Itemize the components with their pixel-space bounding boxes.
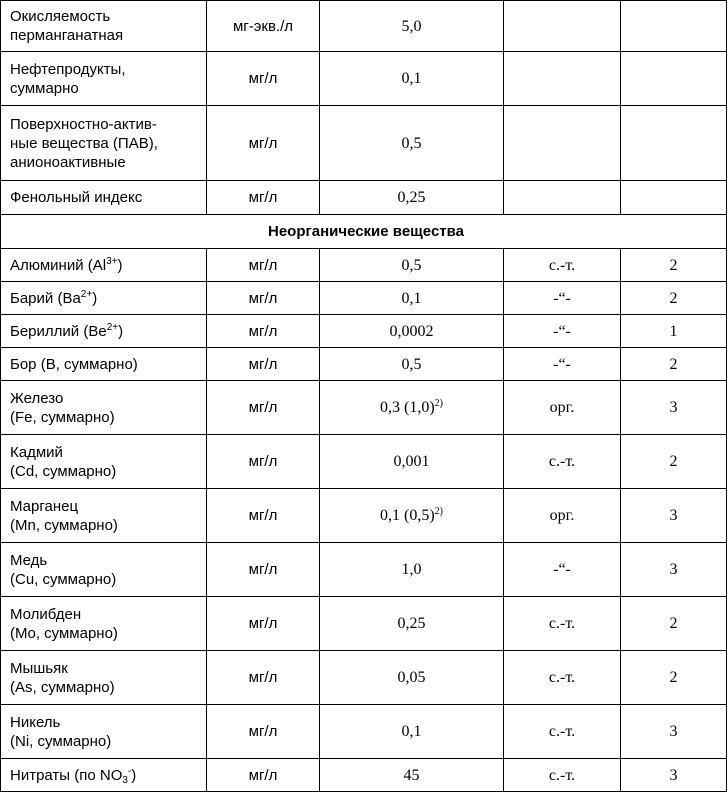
sign-cell: с.-т. xyxy=(504,435,621,489)
unit-cell: мг/л xyxy=(207,181,320,215)
substance-name: Мышьяк (As, суммарно) xyxy=(1,651,207,705)
substance-name: Барий $(Ba^{2+})$ xyxy=(1,282,207,315)
unit-cell: мг/л xyxy=(207,759,320,792)
substance-name: Алюминий $(Al^{3+})$ xyxy=(1,249,207,282)
unit-cell: мг/л xyxy=(207,315,320,348)
section-title: Неорганические вещества xyxy=(1,215,727,249)
table-row xyxy=(1,315,727,348)
sign-cell xyxy=(504,106,621,181)
sign-cell: орг. xyxy=(504,381,621,435)
sign-cell: -“- xyxy=(504,348,621,381)
table-row xyxy=(1,435,727,489)
substance-name: Железо (Fe, суммарно) xyxy=(1,381,207,435)
value-cell: 0,1 xyxy=(320,705,504,759)
unit-cell: мг/л xyxy=(207,381,320,435)
substance-name: Бериллий $(Be^{2+})$ xyxy=(1,315,207,348)
unit-cell: мг/л xyxy=(207,52,320,106)
value-cell: 0,001 xyxy=(320,435,504,489)
value-cell: 0,5 xyxy=(320,249,504,282)
unit-cell: мг/л xyxy=(207,543,320,597)
table-row xyxy=(1,489,727,543)
table-row xyxy=(1,249,727,282)
substance-name: Нитраты (по $NO_3^-$) xyxy=(1,759,207,792)
unit-cell: мг/л xyxy=(207,348,320,381)
sign-cell xyxy=(504,181,621,215)
value-cell: 0,25 xyxy=(320,181,504,215)
value-cell: 5,0 xyxy=(320,1,504,52)
class-cell: 2 xyxy=(621,651,727,705)
substance-name: Бор (B, суммарно) xyxy=(1,348,207,381)
class-cell: 2 xyxy=(621,348,727,381)
class-cell: 3 xyxy=(621,759,727,792)
value-cell: 1,0 xyxy=(320,543,504,597)
class-cell xyxy=(621,1,727,52)
value-cell: 0,05 xyxy=(320,651,504,705)
sign-cell: -“- xyxy=(504,282,621,315)
substance-name: Поверхностно-актив- ные вещества (ПАВ), анионоактивные xyxy=(1,106,207,181)
unit-cell: мг/л xyxy=(207,282,320,315)
table-row xyxy=(1,106,727,181)
substance-name: Нефтепродукты, суммарно xyxy=(1,52,207,106)
table-row xyxy=(1,181,727,215)
class-cell xyxy=(621,181,727,215)
unit-cell: мг/л xyxy=(207,435,320,489)
substance-name: Окисляемость перманганатная xyxy=(1,1,207,52)
sign-cell: с.-т. xyxy=(504,705,621,759)
substance-name: Никель (Ni, суммарно) xyxy=(1,705,207,759)
sign-cell xyxy=(504,1,621,52)
sign-cell: -“- xyxy=(504,543,621,597)
table-row xyxy=(1,705,727,759)
substance-name: Молибден (Mo, суммарно) xyxy=(1,597,207,651)
sign-cell: с.-т. xyxy=(504,759,621,792)
value-cell: 0,5 xyxy=(320,348,504,381)
class-cell: 2 xyxy=(621,249,727,282)
unit-cell: мг/л xyxy=(207,489,320,543)
unit-cell: мг/л xyxy=(207,651,320,705)
value-cell: 0,5 xyxy=(320,106,504,181)
value-cell: 0,3 $(1,0)^{2)}$ xyxy=(320,381,504,435)
sign-cell xyxy=(504,52,621,106)
sign-cell: с.-т. xyxy=(504,597,621,651)
sign-cell: с.-т. xyxy=(504,249,621,282)
unit-cell: мг-экв./л xyxy=(207,1,320,52)
class-cell: 3 xyxy=(621,543,727,597)
table-row xyxy=(1,1,727,52)
table-row xyxy=(1,543,727,597)
sign-cell: орг. xyxy=(504,489,621,543)
class-cell: 3 xyxy=(621,489,727,543)
table-row xyxy=(1,52,727,106)
table-row xyxy=(1,282,727,315)
class-cell: 2 xyxy=(621,597,727,651)
sign-cell: -“- xyxy=(504,315,621,348)
class-cell: 3 xyxy=(621,705,727,759)
class-cell xyxy=(621,106,727,181)
unit-cell: мг/л xyxy=(207,249,320,282)
substance-name: Медь (Cu, суммарно) xyxy=(1,543,207,597)
class-cell: 2 xyxy=(621,435,727,489)
value-cell: 0,1 xyxy=(320,282,504,315)
class-cell: 2 xyxy=(621,282,727,315)
value-cell: 0,25 xyxy=(320,597,504,651)
section-row xyxy=(1,215,727,249)
substance-name: Фенольный индекс xyxy=(1,181,207,215)
value-cell: 0,0002 xyxy=(320,315,504,348)
sign-cell: с.-т. xyxy=(504,651,621,705)
substance-name: Марганец (Mn, суммарно) xyxy=(1,489,207,543)
value-cell: 45 xyxy=(320,759,504,792)
class-cell: 3 xyxy=(621,381,727,435)
unit-cell: мг/л xyxy=(207,597,320,651)
class-cell: 1 xyxy=(621,315,727,348)
class-cell xyxy=(621,52,727,106)
table-row xyxy=(1,381,727,435)
table-row xyxy=(1,348,727,381)
unit-cell: мг/л xyxy=(207,106,320,181)
unit-cell: мг/л xyxy=(207,705,320,759)
value-cell: 0,1 $(0,5)^{2)}$ xyxy=(320,489,504,543)
substance-name: Кадмий (Cd, суммарно) xyxy=(1,435,207,489)
table-row xyxy=(1,597,727,651)
table-row xyxy=(1,759,727,792)
value-cell: 0,1 xyxy=(320,52,504,106)
table-row xyxy=(1,651,727,705)
